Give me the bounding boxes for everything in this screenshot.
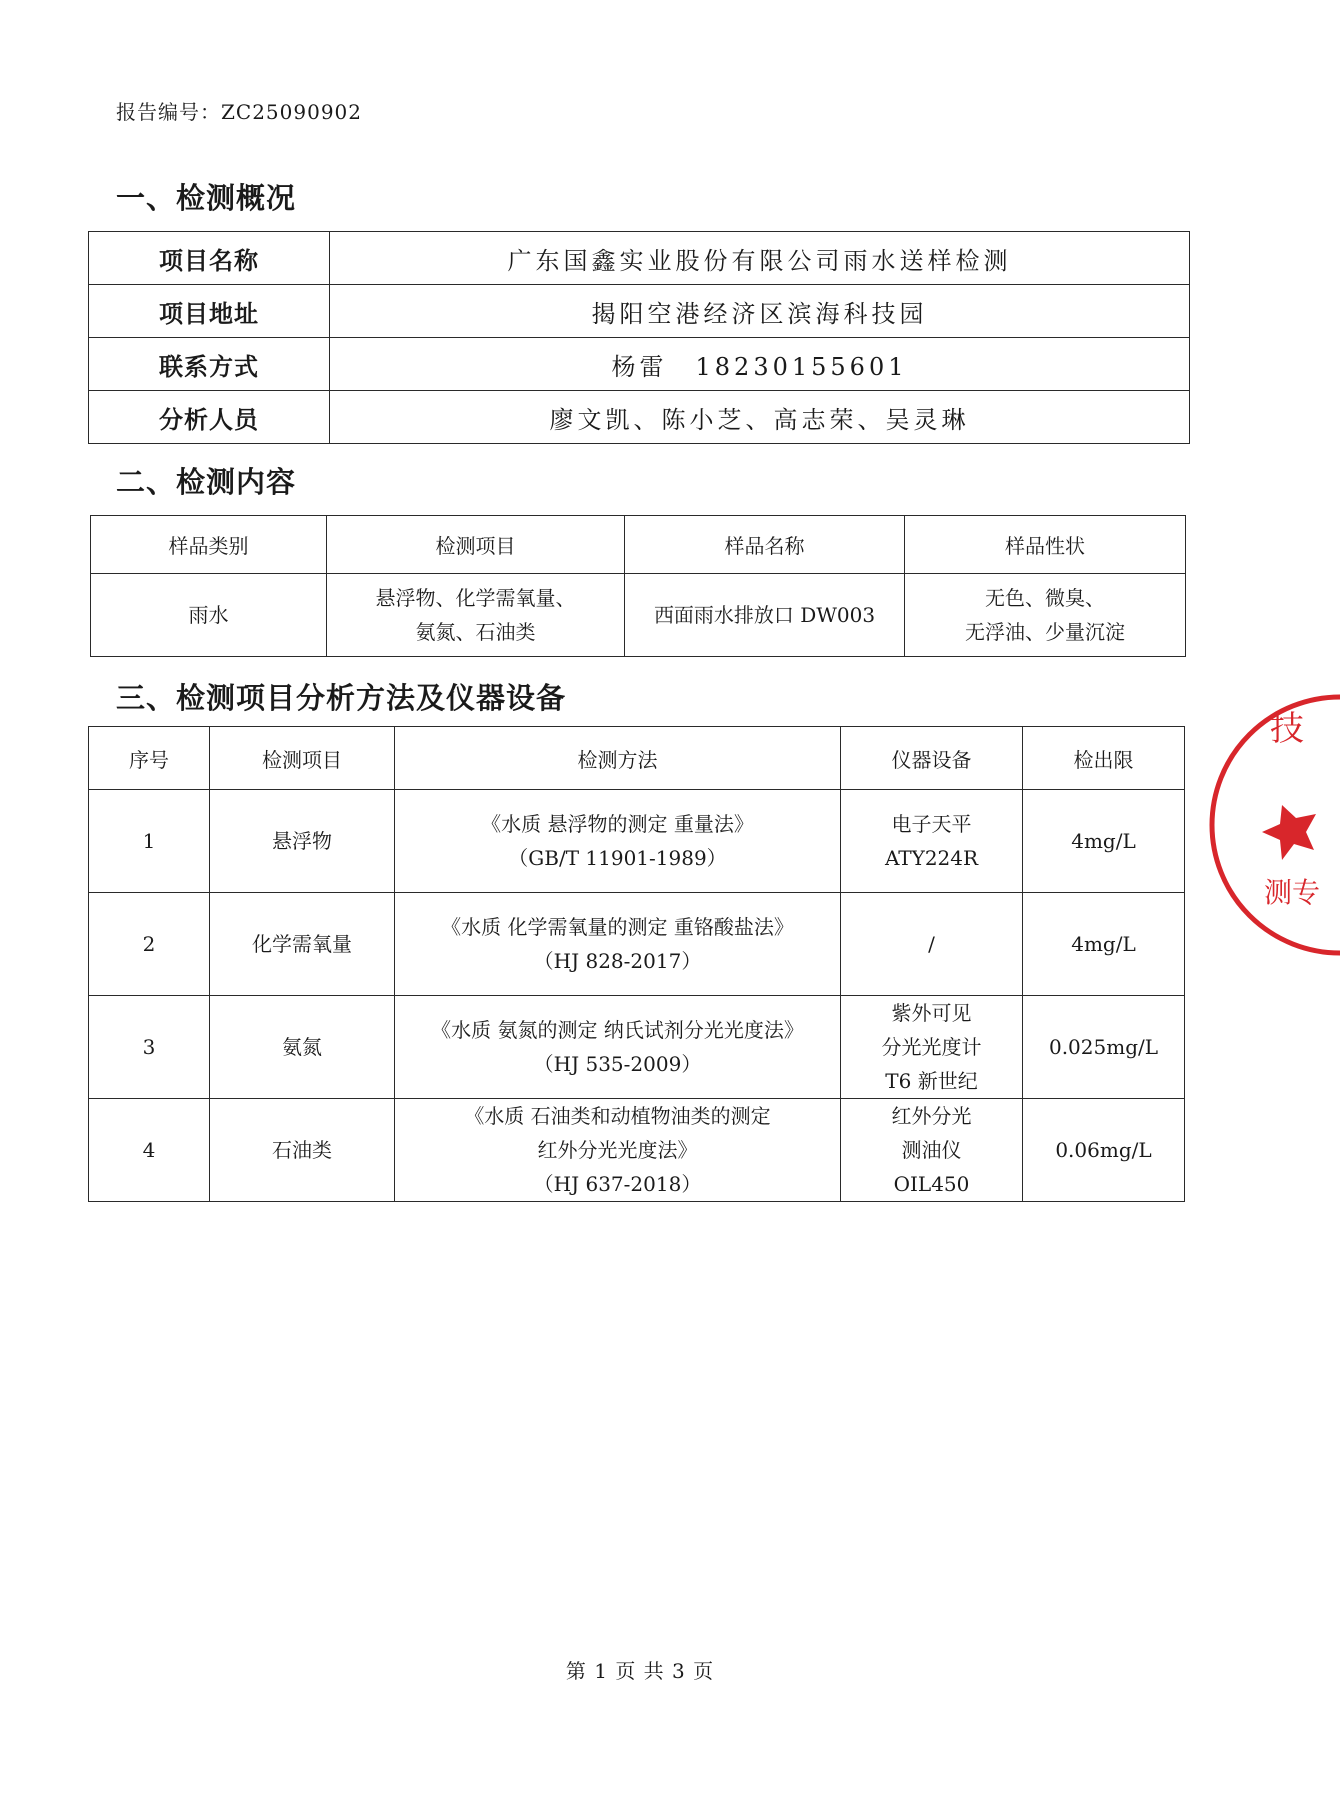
table-header-row — [91, 516, 1186, 574]
seal-stamp-icon — [1210, 690, 1340, 950]
detection-limit: 0.06mg/L — [1023, 1099, 1185, 1202]
overview-value: 广东国鑫实业股份有限公司雨水送样检测 — [330, 232, 1190, 285]
content-table — [90, 515, 1186, 657]
device-line: OIL450 — [893, 1172, 970, 1196]
report-number: 报告编号：ZC25090902 — [116, 100, 362, 124]
test-method — [395, 893, 841, 996]
overview-value: 揭阳空港经济区滨海科技园 — [330, 285, 1190, 338]
device — [841, 790, 1023, 893]
method-line: 《水质 氨氮的测定 纳氏试剂分光光度法》 — [431, 1018, 804, 1042]
sample-name: 西面雨水排放口 DW003 — [625, 574, 905, 657]
column-header: 样品名称 — [625, 516, 905, 574]
seal-text-bottom: 测专 — [1264, 876, 1321, 909]
table-row — [89, 391, 1190, 444]
test-items-line: 氨氮、石油类 — [415, 620, 536, 644]
overview-label: 项目地址 — [89, 285, 330, 338]
table-row — [89, 893, 1185, 996]
table-row — [89, 285, 1190, 338]
overview-table — [88, 231, 1190, 444]
method-line: 《水质 石油类和动植物油类的测定 — [464, 1104, 771, 1128]
test-item: 化学需氧量 — [210, 893, 395, 996]
sample-state-line: 无色、微臭、 — [985, 586, 1105, 610]
row-number: 2 — [89, 893, 210, 996]
test-method — [395, 1099, 841, 1202]
test-items — [327, 574, 625, 657]
test-method — [395, 996, 841, 1099]
test-item: 氨氮 — [210, 996, 395, 1099]
column-header: 检测方法 — [395, 727, 841, 790]
detection-limit: 0.025mg/L — [1023, 996, 1185, 1099]
device — [841, 996, 1023, 1099]
sample-state — [905, 574, 1186, 657]
device-line: 测油仪 — [901, 1138, 962, 1162]
method-line: （HJ 637-2018） — [533, 1172, 702, 1196]
device-line: 红外分光 — [891, 1104, 972, 1128]
table-row — [91, 574, 1186, 657]
test-item: 悬浮物 — [210, 790, 395, 893]
seal-text-top: 技 — [1270, 709, 1304, 749]
method-line: 《水质 悬浮物的测定 重量法》 — [481, 812, 754, 836]
overview-value: 廖文凯、陈小芝、高志荣、吴灵琳 — [330, 391, 1190, 444]
method-line: 红外分光光度法》 — [537, 1138, 698, 1162]
column-header: 样品性状 — [905, 516, 1186, 574]
device-line: T6 新世纪 — [885, 1069, 978, 1093]
method-table — [88, 726, 1185, 1202]
column-header: 仪器设备 — [841, 727, 1023, 790]
device-line: 紫外可见 — [891, 1001, 972, 1025]
table-row — [89, 1099, 1185, 1202]
test-item: 石油类 — [210, 1099, 395, 1202]
table-row — [89, 996, 1185, 1099]
table-row — [89, 338, 1190, 391]
table-row — [89, 790, 1185, 893]
sample-category: 雨水 — [91, 574, 327, 657]
overview-label: 分析人员 — [89, 391, 330, 444]
sample-state-line: 无浮油、少量沉淀 — [965, 620, 1125, 644]
overview-label: 项目名称 — [89, 232, 330, 285]
section-title-methods: 三、检测项目分析方法及仪器设备 — [116, 681, 567, 715]
device-line: ATY224R — [884, 846, 979, 870]
test-items-line: 悬浮物、化学需氧量、 — [375, 586, 576, 610]
device — [841, 1099, 1023, 1202]
page-number: 第 1 页 共 3 页 — [565, 1659, 715, 1683]
table-header-row — [89, 727, 1185, 790]
method-line: （HJ 828-2017） — [533, 949, 702, 973]
overview-label: 联系方式 — [89, 338, 330, 391]
row-number: 3 — [89, 996, 210, 1099]
table-row — [89, 232, 1190, 285]
detection-limit: 4mg/L — [1023, 893, 1185, 996]
detection-limit: 4mg/L — [1023, 790, 1185, 893]
seal-star-icon — [1262, 805, 1316, 860]
method-line: （HJ 535-2009） — [533, 1052, 702, 1076]
column-header: 序号 — [89, 727, 210, 790]
section-title-content: 二、检测内容 — [116, 465, 297, 499]
device-line: 电子天平 — [891, 812, 972, 836]
row-number: 4 — [89, 1099, 210, 1202]
method-line: 《水质 化学需氧量的测定 重铬酸盐法》 — [441, 915, 794, 939]
column-header: 样品类别 — [91, 516, 327, 574]
test-method — [395, 790, 841, 893]
row-number: 1 — [89, 790, 210, 893]
method-line: （GB/T 11901-1989） — [508, 846, 727, 870]
column-header: 检出限 — [1023, 727, 1185, 790]
device-line: 分光光度计 — [881, 1035, 982, 1059]
section-title-overview: 一、检测概况 — [116, 181, 297, 215]
device — [841, 893, 1023, 996]
device-line: / — [928, 932, 935, 956]
column-header: 检测项目 — [327, 516, 625, 574]
column-header: 检测项目 — [210, 727, 395, 790]
overview-value: 杨雷 18230155601 — [330, 338, 1190, 391]
